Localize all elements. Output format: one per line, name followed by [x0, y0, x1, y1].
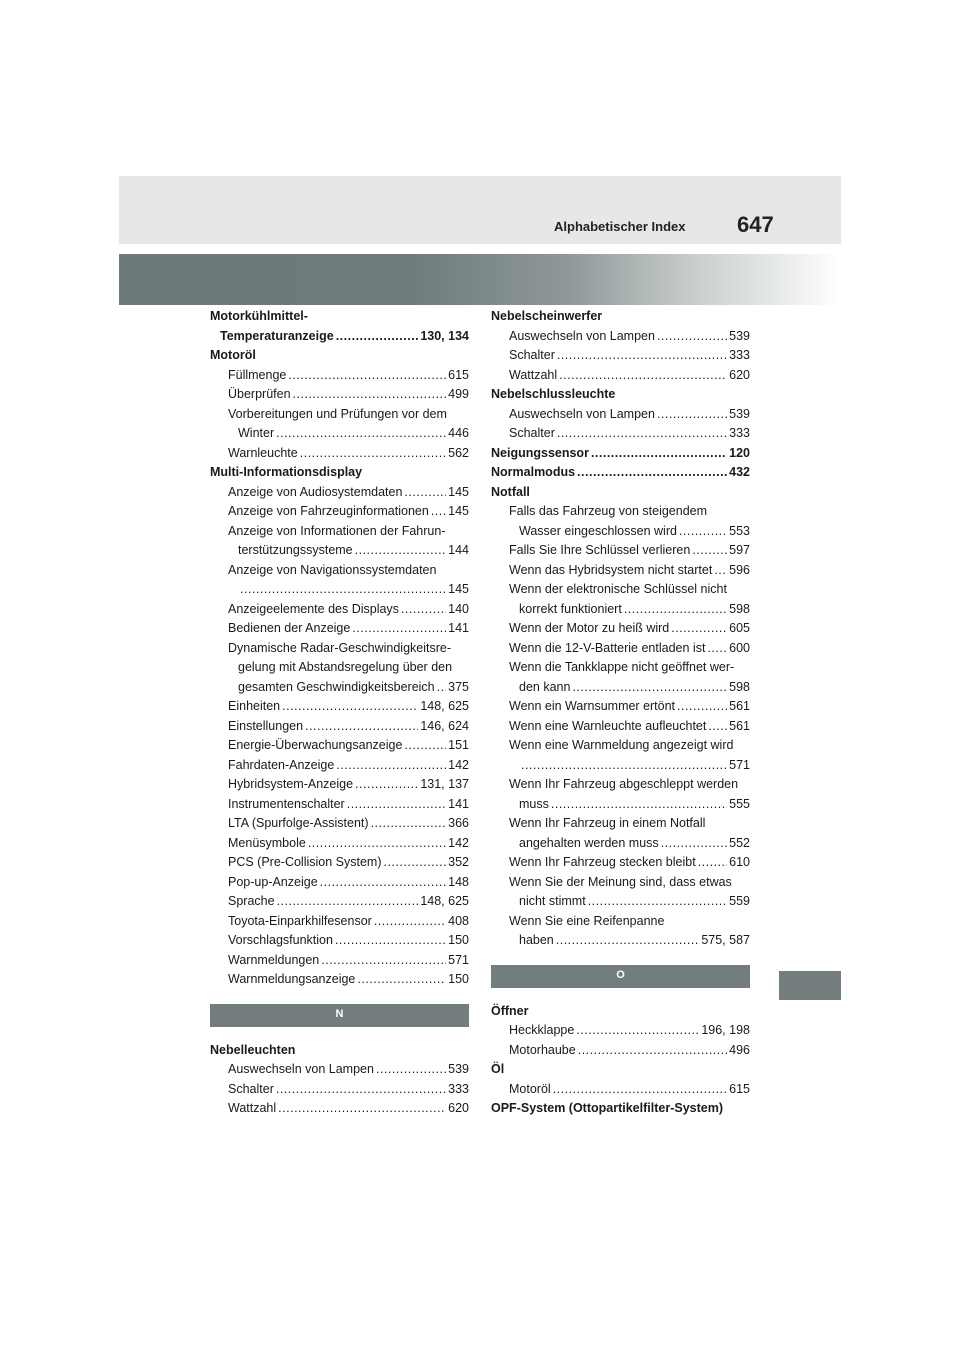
dot-leader: [276, 424, 446, 444]
index-entry: [210, 931, 469, 951]
index-entry: [491, 522, 750, 542]
index-entry: [210, 424, 469, 444]
index-column-left: [210, 307, 469, 1119]
index-entry-label: Auswechseln von Lampen: [509, 328, 655, 343]
index-entry-label: korrekt funktioniert: [519, 601, 622, 616]
index-entry: [210, 444, 469, 464]
header-band: [119, 176, 841, 244]
dot-leader: [557, 346, 727, 366]
index-entry-page[interactable]: 539: [729, 328, 750, 343]
dot-leader: [657, 327, 727, 347]
index-entry: [491, 366, 750, 386]
index-entry-page[interactable]: 615: [448, 367, 469, 382]
index-entry-page[interactable]: 610: [729, 855, 750, 869]
index-entry-page[interactable]: 148, 625: [420, 699, 469, 713]
index-entry-page[interactable]: 571: [729, 757, 750, 772]
index-entry-page[interactable]: 150: [448, 933, 469, 947]
index-entry: [210, 658, 469, 678]
index-entry: [210, 405, 469, 425]
dot-leader: [708, 717, 727, 737]
index-entry-label: Neigungssensor: [491, 445, 589, 460]
dot-leader: [376, 1060, 446, 1080]
index-entry-page[interactable]: 145: [448, 484, 469, 499]
index-entry: [491, 580, 750, 600]
index-entry-label: Sprache: [228, 894, 275, 908]
index-entry-page[interactable]: 142: [448, 757, 469, 772]
index-entry-page[interactable]: 131, 137: [420, 777, 469, 791]
index-entry-label: OPF-System (Ottopartikelfilter-System): [491, 1101, 723, 1115]
index-entry-label: Vorbereitungen und Prüfungen vor dem: [228, 406, 447, 421]
index-entry: [210, 639, 469, 659]
dot-leader: [559, 366, 727, 386]
index-entry-label: Anzeige von Fahrzeuginformationen: [228, 504, 429, 518]
index-entry: [210, 951, 469, 971]
index-entry-page[interactable]: 432: [729, 465, 750, 479]
dot-leader: [692, 541, 727, 561]
dot-leader: [321, 951, 446, 971]
index-entry-label: Winter: [238, 426, 275, 440]
index-entry: [210, 970, 469, 990]
index-entry-page[interactable]: 146, 624: [420, 718, 469, 733]
dot-leader: [293, 385, 447, 405]
index-entry-label: gelung mit Abstandsregelung über den: [238, 660, 453, 674]
index-entry-label: Multi-Informationsdisplay: [210, 465, 363, 479]
index-entry: [491, 639, 750, 659]
dot-leader: [671, 619, 727, 639]
index-entry: [210, 853, 469, 873]
index-entry-label: Motorkühlmittel-: [210, 309, 308, 323]
index-entry-label: Heckklappe: [509, 1023, 575, 1037]
index-entry: [491, 424, 750, 444]
index-entry-label: Motoröl: [509, 1081, 551, 1096]
index-entry-page[interactable]: 571: [448, 952, 469, 967]
index-entry-label: Nebelleuchten: [210, 1042, 296, 1057]
index-entry-label: LTA (Spurfolge-Assistent): [228, 816, 369, 830]
index-entry-label: Warnmeldungsanzeige: [228, 972, 356, 986]
index-entry-label: Schalter: [228, 1081, 274, 1096]
dot-leader: [300, 444, 446, 464]
index-entry-label: Falls Sie Ihre Schlüssel verlieren: [509, 543, 691, 557]
index-entry-label: Warnmeldungen: [228, 952, 320, 967]
index-entry-label: Dynamische Radar-Geschwindigkeitsre-: [228, 640, 451, 655]
index-entry-label: Schalter: [509, 426, 555, 440]
index-entry-page[interactable]: 555: [729, 796, 750, 811]
dot-leader: [352, 619, 446, 639]
index-entry: [491, 541, 750, 561]
dot-leader: [305, 717, 418, 737]
dot-leader: [357, 970, 446, 990]
dot-leader: [277, 892, 419, 912]
index-entry: [210, 892, 469, 912]
dot-leader: [551, 795, 727, 815]
index-entry: [491, 912, 750, 932]
dot-leader: [404, 736, 446, 756]
index-entry-page[interactable]: 499: [448, 387, 469, 401]
index-entry-label: Füllmenge: [228, 367, 287, 382]
index-entry-label: gesamten Geschwindigkeitsbereich: [238, 679, 435, 694]
dot-leader: [431, 502, 446, 522]
dot-leader: [521, 756, 727, 776]
index-entry: [491, 502, 750, 522]
index-entry-page[interactable]: 140: [448, 601, 469, 616]
index-entry-page[interactable]: 496: [729, 1042, 750, 1057]
index-entry-page[interactable]: 366: [448, 816, 469, 830]
index-entry-label: Wenn die Tankklappe nicht geöffnet wer-: [509, 660, 735, 674]
index-entry-label: Wattzahl: [509, 367, 558, 382]
index-entry: [210, 1041, 469, 1061]
index-entry: [210, 775, 469, 795]
index-entry-label: Wenn die 12-V-Batterie entladen ist: [509, 640, 706, 655]
index-entry-page[interactable]: 559: [729, 894, 750, 908]
index-entry-label: Bedienen der Anzeige: [228, 621, 351, 635]
index-entry-page[interactable]: 446: [448, 426, 469, 440]
header-title: Alphabetischer Index: [554, 219, 686, 234]
index-entry-label: Nebelschlussleuchte: [491, 387, 616, 401]
index-entry: [491, 795, 750, 815]
section-header-n: N: [210, 1004, 469, 1027]
dot-leader: [335, 931, 446, 951]
index-entry: [491, 307, 750, 327]
index-entry-page[interactable]: 575, 587: [701, 933, 750, 947]
index-entry: [210, 385, 469, 405]
index-entry: [491, 327, 750, 347]
index-entry-label: Temperaturanzeige: [220, 328, 334, 343]
index-entry-label: Auswechseln von Lampen: [509, 406, 655, 421]
index-entry-page[interactable]: 130, 134: [420, 328, 469, 343]
dot-leader: [288, 366, 446, 386]
index-entry-label: Öl: [491, 1062, 505, 1076]
dot-leader: [556, 931, 700, 951]
dot-leader: [336, 327, 419, 347]
index-entry-label: Wenn das Hybridsystem nicht startet: [509, 562, 713, 577]
dot-leader: [320, 873, 446, 893]
index-entry: [210, 795, 469, 815]
index-entry: [491, 775, 750, 795]
index-entry-label: Wenn der Motor zu heiß wird: [509, 621, 670, 635]
index-entry: [210, 678, 469, 698]
dot-leader: [336, 756, 446, 776]
index-entry-page[interactable]: 600: [729, 640, 750, 655]
dot-leader: [624, 600, 727, 620]
index-entry-page[interactable]: 620: [729, 367, 750, 382]
index-entry: [491, 1099, 750, 1119]
index-entry: [210, 619, 469, 639]
index-entry-label: den kann: [519, 679, 571, 694]
index-entry-label: PCS (Pre-Collision System): [228, 855, 382, 869]
index-entry: [210, 541, 469, 561]
index-entry: [491, 444, 750, 464]
dot-leader: [282, 697, 418, 717]
index-entry: [210, 1060, 469, 1080]
index-entry: [491, 834, 750, 854]
index-entry-label: Anzeigeelemente des Displays: [228, 601, 399, 616]
index-entry-label: Überprüfen: [228, 387, 291, 401]
index-entry: [491, 1060, 750, 1080]
index-entry-label: Wenn der elektronische Schlüssel nicht: [509, 582, 727, 596]
index-entry: [491, 600, 750, 620]
index-entry: [210, 522, 469, 542]
index-entry-label: Wenn eine Warnmeldung angezeigt wird: [509, 738, 734, 752]
index-entry: [491, 931, 750, 951]
dot-leader: [437, 678, 447, 698]
index-entry-label: Einstellungen: [228, 718, 304, 733]
index-entry: [210, 834, 469, 854]
index-entry-label: Wenn ein Warnsummer ertönt: [509, 699, 676, 713]
index-entry-page[interactable]: 552: [729, 835, 750, 850]
index-entry-page[interactable]: 562: [448, 445, 469, 460]
index-entry-page[interactable]: 148, 625: [420, 894, 469, 908]
dot-leader: [557, 424, 727, 444]
index-entry-label: Wenn Ihr Fahrzeug abgeschleppt werden: [509, 777, 739, 791]
index-entry-page[interactable]: 539: [448, 1062, 469, 1076]
index-entry: [491, 892, 750, 912]
index-entry: [210, 600, 469, 620]
dot-leader: [661, 834, 727, 854]
index-entry-label: Wenn Ihr Fahrzeug in einem Notfall: [509, 816, 706, 830]
page-number: 647: [737, 212, 774, 237]
index-entry-label: terstützungssysteme: [238, 543, 353, 557]
index-entry-page[interactable]: 141: [448, 796, 469, 811]
index-entry-page[interactable]: 150: [448, 972, 469, 986]
index-entry-label: Auswechseln von Lampen: [228, 1062, 374, 1076]
index-entry-page[interactable]: 145: [448, 504, 469, 518]
index-entry-label: Falls das Fahrzeug von steigendem: [509, 504, 708, 518]
index-entry-label: Wenn Sie der Meinung sind, dass etwas: [509, 874, 732, 889]
index-entry: [491, 697, 750, 717]
index-entry: [491, 658, 750, 678]
index-entry-page[interactable]: 333: [729, 426, 750, 440]
index-entry-page[interactable]: 553: [729, 523, 750, 538]
index-entry-page[interactable]: 605: [729, 621, 750, 635]
index-entry: [491, 1080, 750, 1100]
index-entry-page[interactable]: 144: [448, 543, 469, 557]
dot-leader: [572, 678, 727, 698]
index-entry-label: Einheiten: [228, 699, 281, 713]
index-entry: [210, 736, 469, 756]
index-entry-page[interactable]: 333: [729, 348, 750, 362]
index-entry: [210, 873, 469, 893]
index-entry-page[interactable]: 375: [448, 679, 469, 694]
index-entry-page[interactable]: 596: [729, 562, 750, 577]
index-entry: [491, 346, 750, 366]
index-entry-label: Hybridsystem-Anzeige: [228, 777, 354, 791]
index-entry: [210, 814, 469, 834]
dot-leader: [707, 639, 727, 659]
index-entry: [491, 717, 750, 737]
index-entry-page[interactable]: 145: [448, 582, 469, 596]
dot-leader: [308, 834, 446, 854]
index-entry: [210, 697, 469, 717]
dot-leader: [371, 814, 447, 834]
index-entry: [491, 405, 750, 425]
chapter-side-tab: [779, 971, 841, 1000]
index-entry-page[interactable]: 561: [729, 699, 750, 713]
dot-leader: [578, 1041, 727, 1061]
dot-leader: [404, 483, 446, 503]
dot-leader: [698, 853, 727, 873]
index-entry: [210, 756, 469, 776]
index-entry: [210, 580, 469, 600]
section-header-o: O: [491, 965, 750, 988]
index-entry: [491, 756, 750, 776]
index-entry: [210, 717, 469, 737]
index-entry: [491, 1021, 750, 1041]
index-entry-label: Warnleuchte: [228, 445, 298, 460]
index-entry: [491, 814, 750, 834]
index-entry: [210, 463, 469, 483]
index-entry-label: Wenn eine Warnleuchte aufleuchtet: [509, 718, 707, 733]
index-entry: [210, 1080, 469, 1100]
index-entry: [491, 736, 750, 756]
dot-leader: [576, 1021, 699, 1041]
index-entry-label: Motoröl: [210, 348, 256, 362]
index-entry-label: Anzeige von Informationen der Fahrun-: [228, 523, 446, 538]
index-entry: [491, 385, 750, 405]
index-entry-label: Wenn Ihr Fahrzeug stecken bleibt: [509, 855, 696, 869]
index-entry-page[interactable]: 598: [729, 679, 750, 694]
dot-leader: [355, 541, 447, 561]
index-entry-page[interactable]: 597: [729, 543, 750, 557]
dot-leader: [278, 1099, 446, 1119]
dot-leader: [276, 1080, 446, 1100]
index-entry: [491, 1041, 750, 1061]
index-entry-label: Wattzahl: [228, 1101, 277, 1115]
index-entry-label: angehalten werden muss: [519, 835, 659, 850]
dot-leader: [347, 795, 446, 815]
index-entry-page[interactable]: 141: [448, 621, 469, 635]
index-entry-label: Öffner: [491, 1003, 529, 1018]
index-entry-page[interactable]: 615: [729, 1081, 750, 1096]
dot-leader: [679, 522, 727, 542]
index-entry-label: Instrumentenschalter: [228, 796, 345, 811]
index-entry-page[interactable]: 120: [729, 445, 750, 460]
index-entry-label: nicht stimmt: [519, 894, 586, 908]
index-entry-page[interactable]: 408: [448, 913, 469, 928]
index-entry-label: Schalter: [509, 348, 555, 362]
index-entry-label: Anzeige von Navigationssystemdaten: [228, 562, 437, 577]
index-entry-page[interactable]: 539: [729, 406, 750, 421]
index-entry: [491, 1002, 750, 1022]
index-entry-label: Pop-up-Anzeige: [228, 874, 318, 889]
index-entry-label: Fahrdaten-Anzeige: [228, 757, 335, 772]
index-entry-page[interactable]: 151: [448, 738, 469, 752]
index-entry-label: Vorschlagsfunktion: [228, 933, 333, 947]
index-entry: [210, 561, 469, 581]
index-entry-page[interactable]: 142: [448, 835, 469, 850]
index-entry: [210, 346, 469, 366]
dot-leader: [591, 444, 727, 464]
index-entry: [210, 502, 469, 522]
index-entry: [491, 678, 750, 698]
index-column-right: [491, 307, 750, 1119]
index-entry: [210, 307, 469, 327]
dot-leader: [240, 580, 446, 600]
dot-leader: [588, 892, 727, 912]
dot-leader: [714, 561, 727, 581]
index-entry: [491, 463, 750, 483]
index-entry: [210, 483, 469, 503]
dot-leader: [355, 775, 418, 795]
dot-leader: [657, 405, 727, 425]
index-entry: [491, 873, 750, 893]
dot-leader: [384, 853, 447, 873]
index-entry-label: Energie-Überwachungsanzeige: [228, 738, 403, 752]
index-entry-label: Notfall: [491, 484, 530, 499]
index-entry: [210, 366, 469, 386]
dot-leader: [577, 463, 727, 483]
index-entry-label: haben: [519, 933, 554, 947]
index-entry-page[interactable]: 561: [729, 718, 750, 733]
index-entry-page[interactable]: 352: [448, 855, 469, 869]
index-entry-label: Menüsymbole: [228, 835, 306, 850]
index-entry-page[interactable]: 620: [448, 1101, 469, 1115]
index-entry-label: Normalmodus: [491, 465, 576, 479]
index-entry-label: Wasser eingeschlossen wird: [519, 523, 677, 538]
index-entry: [491, 561, 750, 581]
index-entry-label: Anzeige von Audiosystemdaten: [228, 484, 403, 499]
index-entry-label: Toyota-Einparkhilfesensor: [228, 913, 372, 928]
index-entry-label: muss: [519, 796, 549, 811]
index-entry: [210, 327, 469, 347]
index-entry: [210, 1099, 469, 1119]
index-entry-label: Motorhaube: [509, 1042, 576, 1057]
index-entry-page[interactable]: 148: [448, 874, 469, 889]
index-entry-page[interactable]: 598: [729, 601, 750, 616]
index-entry-label: Nebelscheinwerfer: [491, 309, 603, 323]
decorative-gradient-bar: [119, 254, 841, 305]
index-entry: [491, 619, 750, 639]
index-entry: [491, 483, 750, 503]
dot-leader: [553, 1080, 727, 1100]
dot-leader: [374, 912, 446, 932]
index-entry-page[interactable]: 333: [448, 1081, 469, 1096]
index-entry: [210, 912, 469, 932]
index-entry-page[interactable]: 196, 198: [701, 1023, 750, 1037]
index-entry: [491, 853, 750, 873]
dot-leader: [401, 600, 446, 620]
dot-leader: [677, 697, 727, 717]
index-entry-label: Wenn Sie eine Reifenpanne: [509, 913, 665, 928]
